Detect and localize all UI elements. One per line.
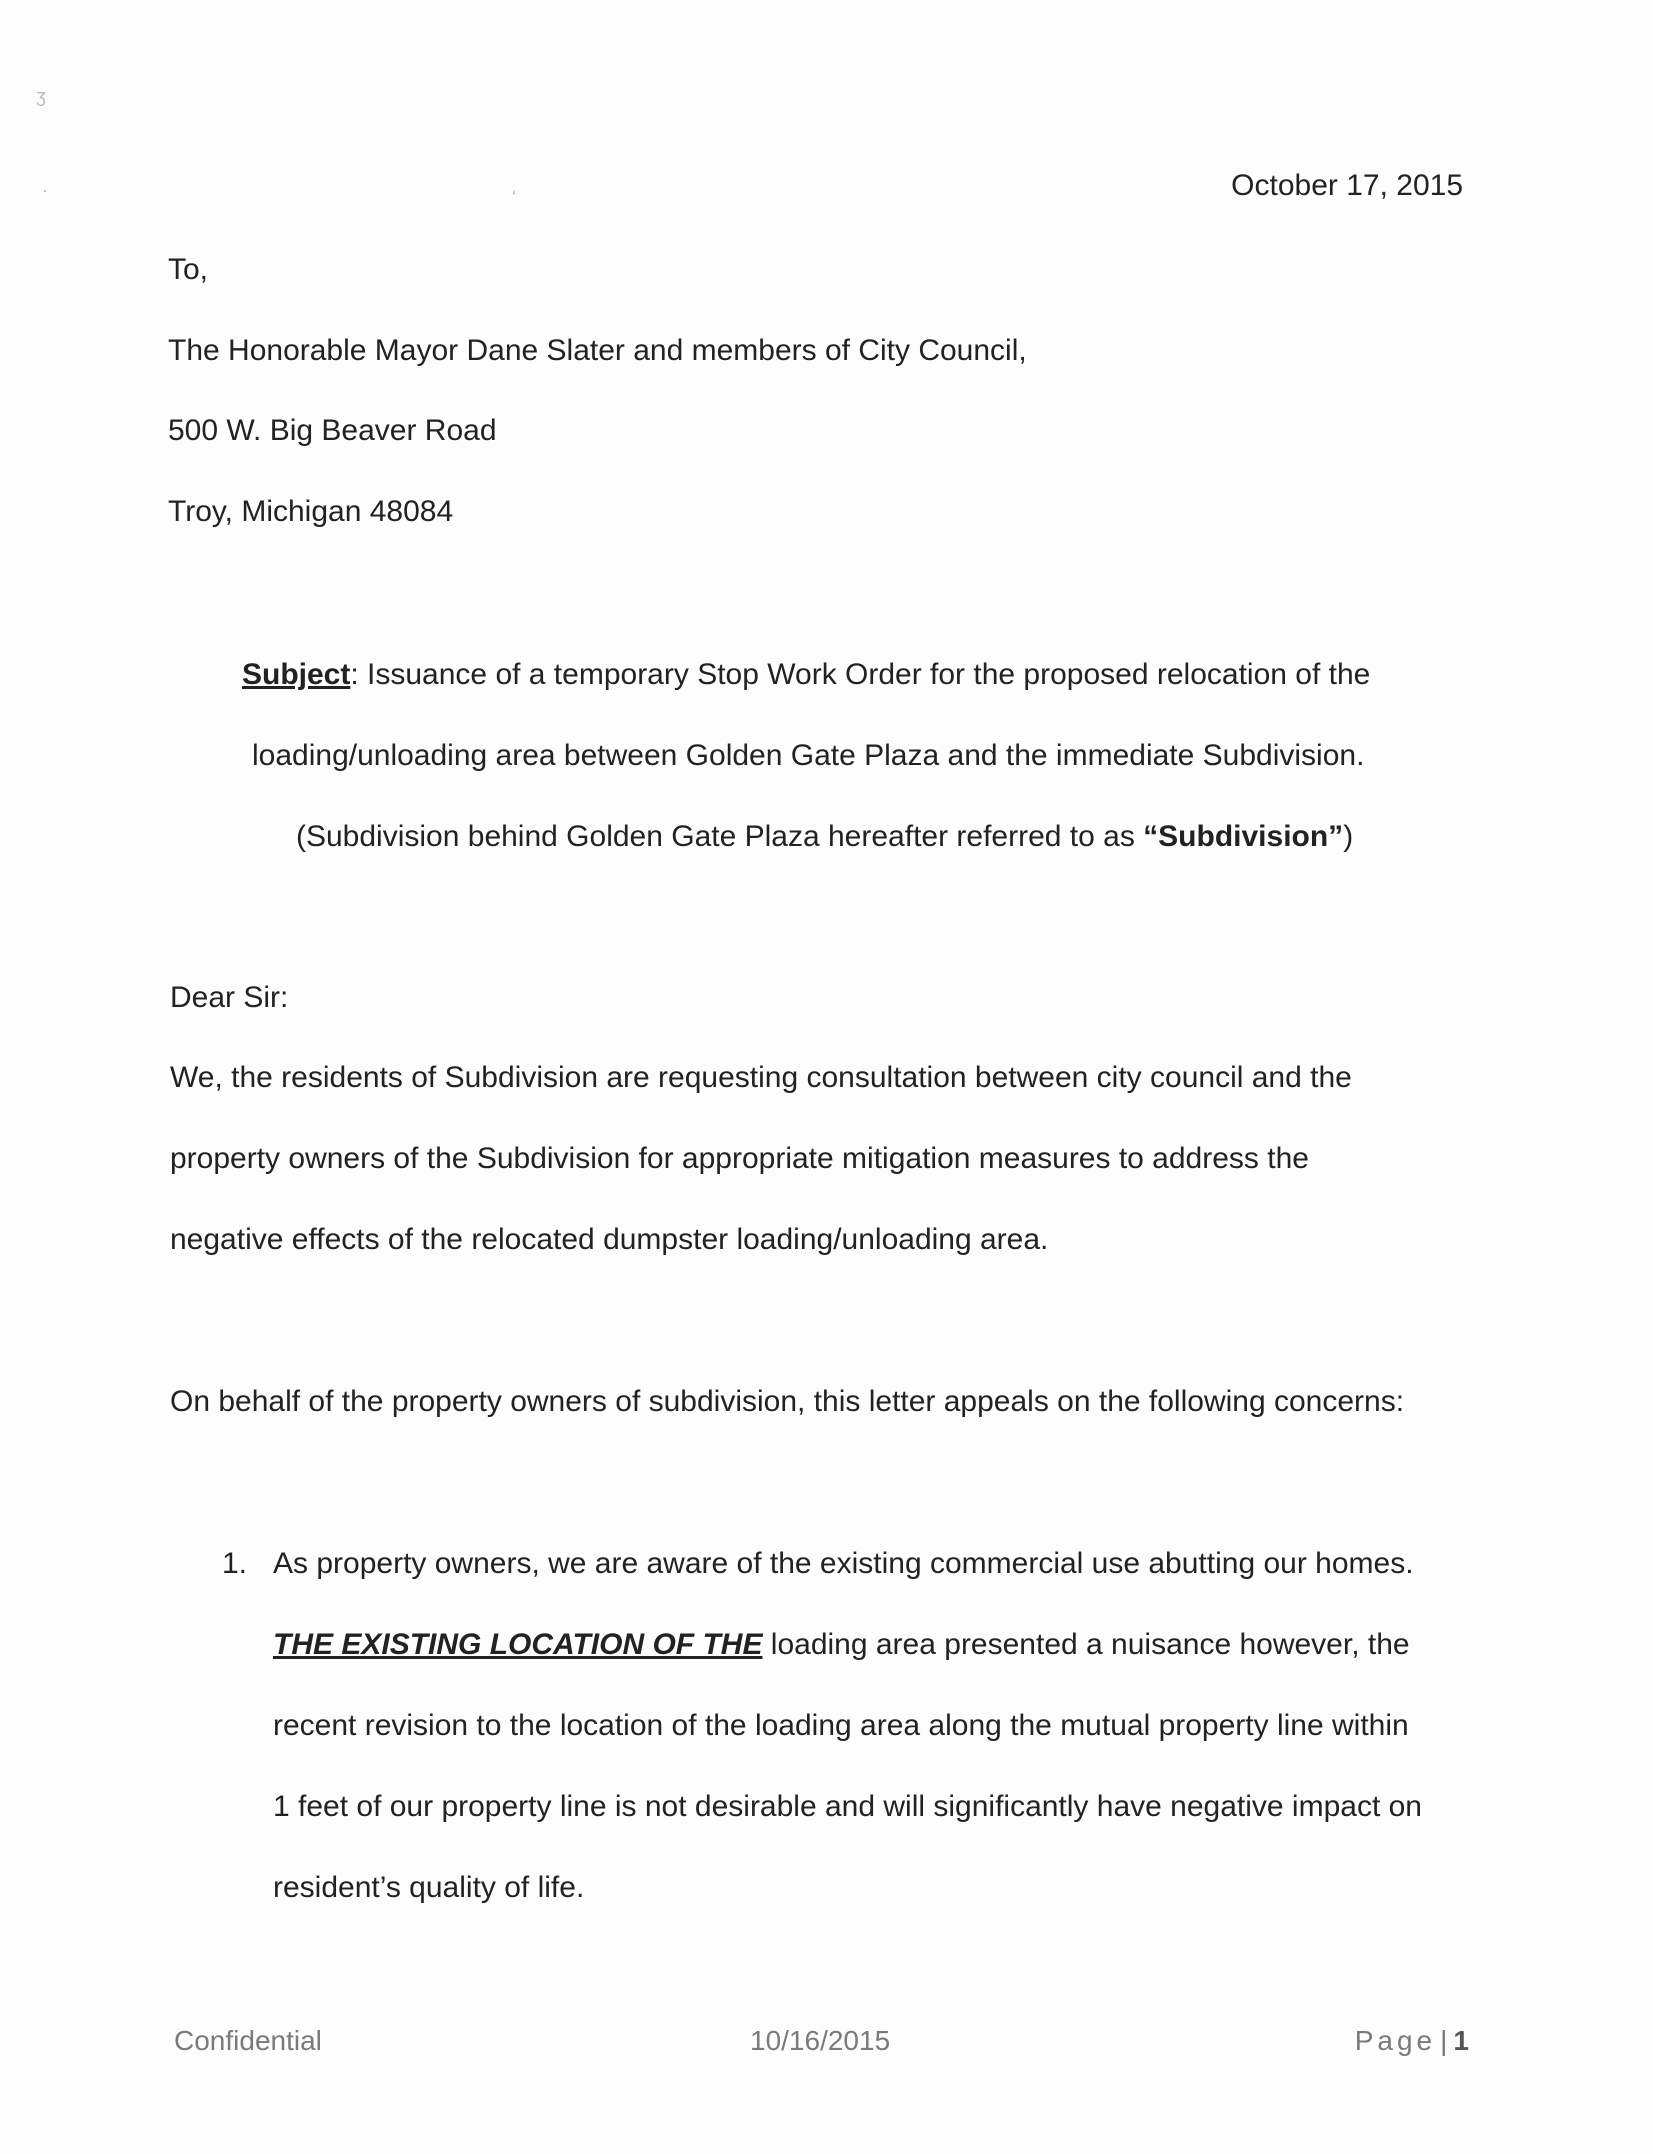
recipient-intro: To, [168, 253, 209, 286]
page-label: Page [1354, 2025, 1437, 2056]
subject-line-2: loading/unloading area between Golden Gate Plaza and the immediate Subdivision. [252, 739, 1365, 772]
recipient-street: 500 W. Big Beaver Road [168, 414, 497, 447]
list-item-line: As property owners, we are aware of the existing commercial use abutting our homes. [273, 1547, 1414, 1580]
subject-text: : Issuance of a temporary Stop Work Order for the proposed relocation of the [350, 658, 1371, 691]
subject-line-3 [296, 819, 1353, 855]
page-number: 1 [1453, 2025, 1469, 2056]
subject-note-bold: “Subdivision” [1143, 820, 1344, 853]
paragraph-line: We, the residents of Subdivision are requesting consultation between city council and the [170, 1061, 1352, 1094]
footer-page-number [1355, 2024, 1469, 2058]
list-item-number: 1. [222, 1547, 248, 1580]
greeting: Dear Sir: [170, 981, 289, 1014]
subject-label: Subject [242, 658, 351, 691]
footer-date: 10/16/2015 [750, 2025, 891, 2056]
list-item-line [273, 1627, 1410, 1663]
footer-confidential: Confidential [174, 2025, 322, 2056]
subject-note-prefix: (Subdivision behind Golden Gate Plaza hereafter referred to as [296, 820, 1144, 853]
recipient-name: The Honorable Mayor Dane Slater and members of City Council, [168, 334, 1027, 367]
paragraph-line: negative effects of the relocated dumpster loading/unloading area. [170, 1223, 1049, 1256]
emphasized-text: THE EXISTING LOCATION OF THE [273, 1628, 763, 1661]
page-separator: | [1440, 2025, 1448, 2056]
letter-date: October 17, 2015 [1231, 169, 1463, 202]
subject-note-suffix: ) [1343, 820, 1354, 853]
list-item-line: 1 feet of our property line is not desirable and will significantly have negative impact on [273, 1790, 1422, 1823]
subject-line [242, 657, 1370, 693]
list-item-line: resident’s quality of life. [273, 1871, 585, 1904]
list-item-text: loading area presented a nuisance however, the [762, 1628, 1410, 1661]
paragraph-line: property owners of the Subdivision for appropriate mitigation measures to address the [170, 1142, 1309, 1175]
scan-speck: ʻ [512, 188, 516, 208]
scan-speck: · [42, 180, 48, 200]
concerns-intro: On behalf of the property owners of subdivision, this letter appeals on the following concerns: [170, 1385, 1405, 1418]
recipient-city: Troy, Michigan 48084 [168, 495, 454, 528]
scan-speck: ʒ [36, 86, 46, 106]
list-item-line: recent revision to the location of the loading area along the mutual property line within [273, 1709, 1409, 1742]
